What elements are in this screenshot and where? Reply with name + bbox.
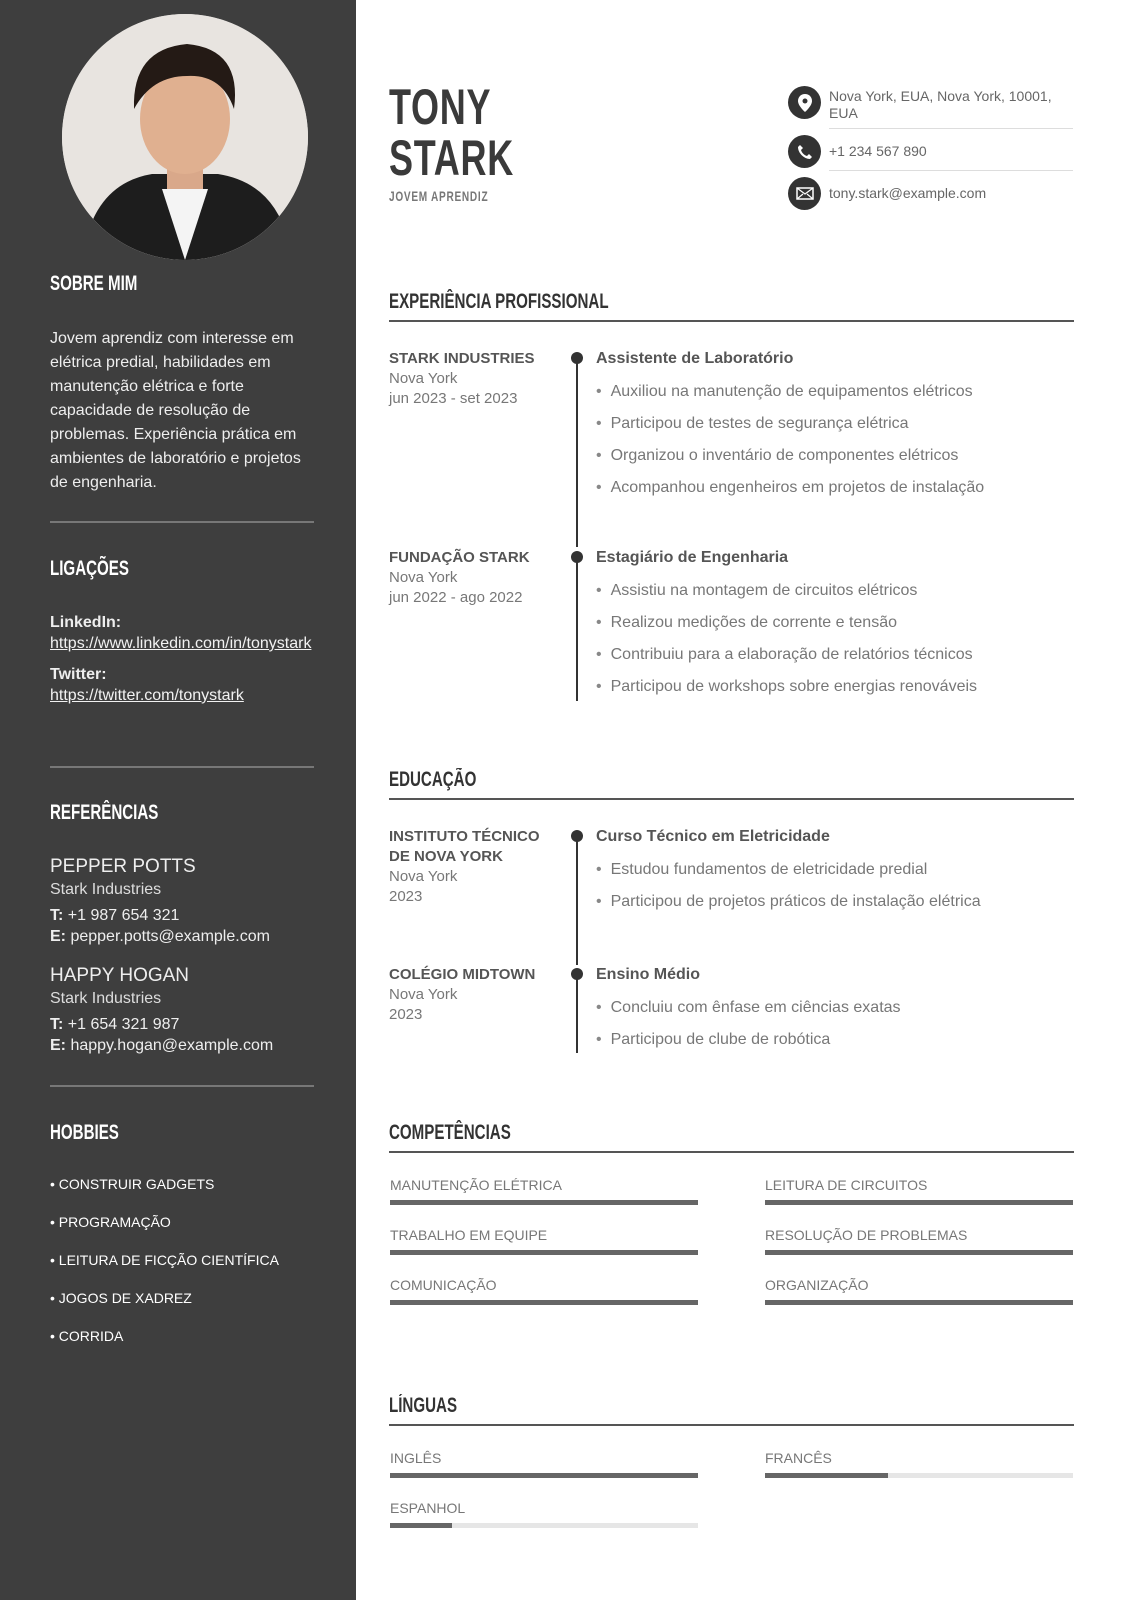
skill xyxy=(765,1226,1073,1255)
phone-icon xyxy=(788,135,821,168)
skill xyxy=(390,1176,698,1205)
skill-label: RESOLUÇÃO DE PROBLEMAS xyxy=(765,1227,968,1243)
skill-label: MANUTENÇÃO ELÉTRICA xyxy=(390,1177,562,1193)
language xyxy=(765,1449,1073,1478)
links-heading: LIGAÇÕES xyxy=(50,557,129,580)
skill-level-bar xyxy=(390,1200,698,1205)
education-heading: EDUCAÇÃO xyxy=(389,768,1074,800)
profile-photo xyxy=(62,14,308,260)
skill-label: ORGANIZAÇÃO xyxy=(765,1277,869,1293)
contact-phone: +1 234 567 890 xyxy=(788,135,1073,171)
degree-title: Curso Técnico em Eletricidade xyxy=(596,828,830,845)
reference-company: Stark Industries xyxy=(50,881,162,898)
hobby-item: • PROGRAMAÇÃO xyxy=(50,1214,171,1230)
divider xyxy=(50,1085,314,1087)
reference-email: pepper.potts@example.com xyxy=(70,928,270,945)
language-level-bar xyxy=(390,1473,698,1478)
hobbies-list xyxy=(50,1165,315,1355)
job-title: JOVEM APRENDIZ xyxy=(389,188,489,204)
skill xyxy=(390,1226,698,1255)
timeline-line xyxy=(576,973,578,1053)
reference-item xyxy=(50,855,315,947)
phone-label: T: xyxy=(50,1016,64,1033)
reference-phone: +1 654 321 987 xyxy=(67,1016,180,1033)
skill-label: LEITURA DE CIRCUITOS xyxy=(765,1177,928,1193)
skill-level-bar xyxy=(390,1300,698,1305)
skill-label: COMUNICAÇÃO xyxy=(390,1277,497,1293)
language-level-bar xyxy=(390,1523,698,1528)
language xyxy=(390,1499,698,1528)
envelope-icon xyxy=(788,177,821,210)
hobby-item: • CORRIDA xyxy=(50,1328,124,1344)
timeline-line xyxy=(576,835,578,965)
about-heading: SOBRE MIM xyxy=(50,272,138,295)
skill-level-bar xyxy=(765,1200,1073,1205)
language-label: FRANCÊS xyxy=(765,1450,832,1466)
location-pin-icon xyxy=(788,86,821,119)
reference-item xyxy=(50,964,315,1056)
linkedin-link[interactable]: https://www.linkedin.com/in/tonystark xyxy=(50,635,312,652)
sidebar xyxy=(0,0,356,1600)
link-label: Twitter: xyxy=(50,666,107,683)
hobby-item: • CONSTRUIR GADGETS xyxy=(50,1176,215,1192)
language-label: INGLÊS xyxy=(390,1450,442,1466)
position-title: Estagiário de Engenharia xyxy=(596,549,789,566)
language-label: ESPANHOL xyxy=(390,1500,466,1516)
about-text: Jovem aprendiz com interesse em elétrica predial, habilidades em manutenção elétrica e forte capacidade de resolução de problemas. Experiência prática em ambientes de laboratório e projetos de engenharia. xyxy=(50,330,301,491)
skill-level-bar xyxy=(390,1250,698,1255)
divider xyxy=(50,766,314,768)
skill-level-bar xyxy=(765,1300,1073,1305)
reference-name: HAPPY HOGAN xyxy=(50,965,190,986)
position-title: Assistente de Laboratório xyxy=(596,350,794,367)
contact-address: Nova York, EUA, Nova York, 10001, EUA xyxy=(788,86,1073,129)
hobby-item: • LEITURA DE FICÇÃO CIENTÍFICA xyxy=(50,1252,279,1268)
reference-phone: +1 987 654 321 xyxy=(67,907,180,924)
skills-heading: COMPETÊNCIAS xyxy=(389,1121,1074,1153)
reference-name: PEPPER POTTS xyxy=(50,856,196,877)
language xyxy=(390,1449,698,1478)
link-label: LinkedIn: xyxy=(50,614,122,631)
phone-label: T: xyxy=(50,907,64,924)
divider xyxy=(50,521,314,523)
twitter-link[interactable]: https://twitter.com/tonystark xyxy=(50,687,244,704)
experience-heading: EXPERIÊNCIA PROFISSIONAL xyxy=(389,290,1074,322)
email-label: E: xyxy=(50,928,66,945)
timeline-line xyxy=(576,556,578,701)
timeline-line xyxy=(576,357,578,547)
languages-heading: LÍNGUAS xyxy=(389,1394,1074,1426)
skill xyxy=(765,1276,1073,1305)
reference-company: Stark Industries xyxy=(50,990,162,1007)
skill xyxy=(390,1276,698,1305)
experience-entry: STARK INDUSTRIES Nova York jun 2023 - set 2023 Assistente de Laboratório • Auxiliou na manutenção de equipamentos elétricos • Participou de testes de segurança elétrica • Organizou o inventário de componentes elétricos • Acompanhou engenheiros em projetos de instalação xyxy=(389,349,1074,539)
email-label: E: xyxy=(50,1037,66,1054)
contact-email: tony.stark@example.com xyxy=(788,177,1073,210)
references-heading: REFERÊNCIAS xyxy=(50,801,159,824)
reference-email: happy.hogan@example.com xyxy=(70,1037,274,1054)
links-list xyxy=(50,612,315,706)
hobbies-heading: HOBBIES xyxy=(50,1121,119,1144)
language-level-bar xyxy=(765,1473,1073,1478)
skill xyxy=(765,1176,1073,1205)
contact-list xyxy=(788,86,1073,210)
skill-label: TRABALHO EM EQUIPE xyxy=(390,1227,548,1243)
degree-title: Ensino Médio xyxy=(596,966,700,983)
hobby-item: • JOGOS DE XADREZ xyxy=(50,1290,192,1306)
full-name: TONY STARK xyxy=(389,79,514,186)
skill-level-bar xyxy=(765,1250,1073,1255)
